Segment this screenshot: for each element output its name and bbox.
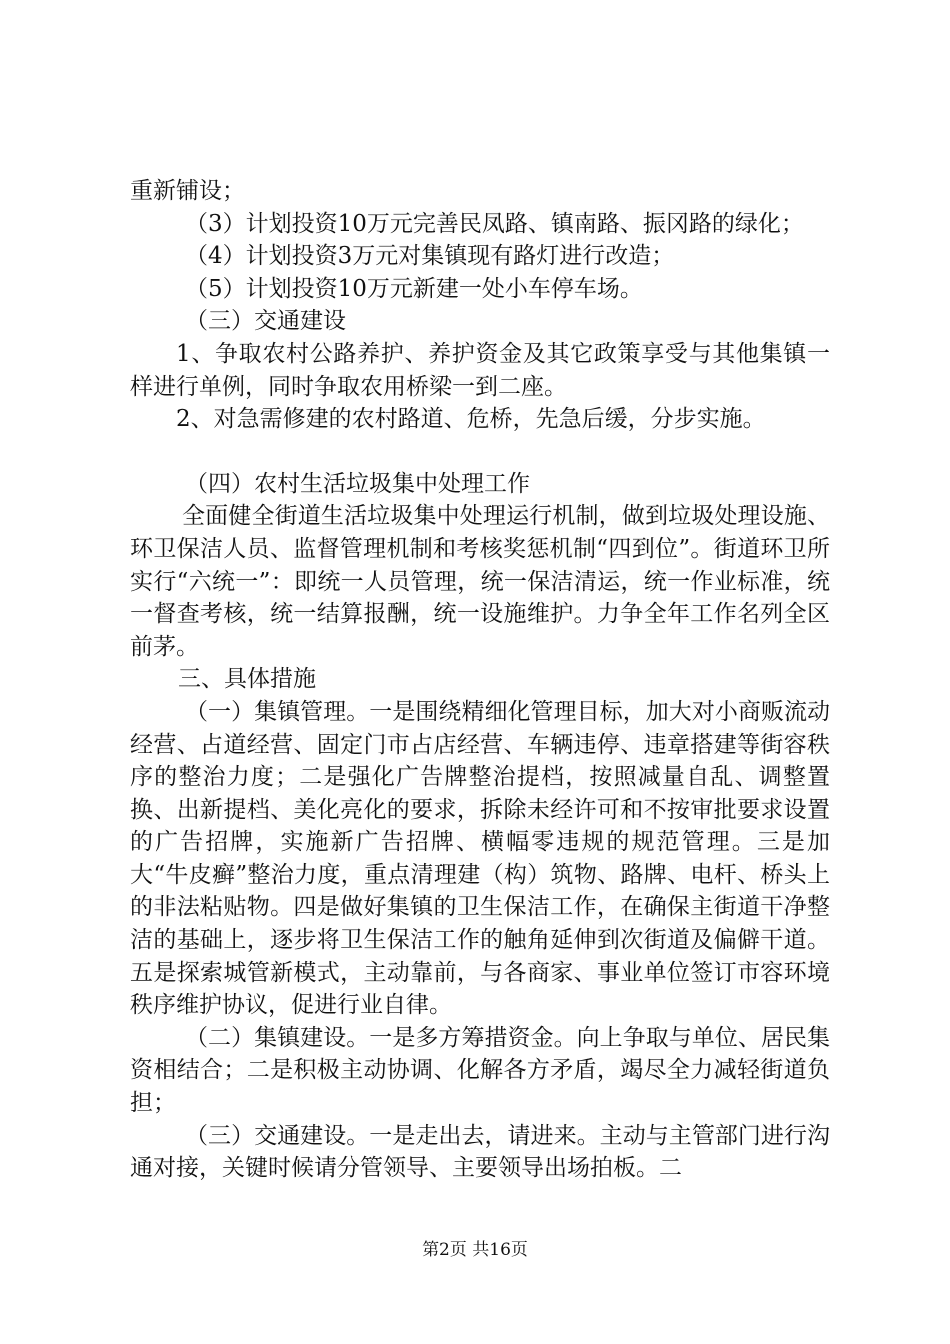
paragraph: 三、具体措施 <box>178 666 316 693</box>
paragraph: 2、对急需修建的农村路道、危桥，先急后缓，分步实施。 <box>176 406 766 433</box>
paragraph: （4）计划投资3万元对集镇现有路灯进行改造； <box>185 243 675 270</box>
paragraph: 1、争取农村公路养护、养护资金及其它政策享受与其他集镇一样进行单例，同时争取农用桥梁一到二座。 <box>130 340 830 400</box>
paragraph: （四）农村生活垃圾集中处理工作 <box>185 470 530 497</box>
document-body <box>130 175 830 1185</box>
paragraph: （5）计划投资10万元新建一处小车停车场。 <box>185 275 643 302</box>
paragraph: （3）计划投资10万元完善民凤路、镇南路、振冈路的绿化； <box>185 210 804 237</box>
paragraph: 重新铺设； <box>130 178 245 204</box>
paragraph: （三）交通建设。一是走出去，请进来。主动与主管部门进行沟通对接，关键时候请分管领导、主要领导出场拍板。二 <box>130 1122 830 1182</box>
paragraph: （一）集镇管理。一是围绕精细化管理目标，加大对小商贩流动经营、占道经营、固定门市占店经营、车辆违停、违章搭建等街容秩序的整治力度；二是强化广告牌整治提档，按照减量自乱、调整置换、出新提档、美化亮化的要求，拆除未经许可和不按审批要求设置的广告招牌，实施新广告招牌、横幅零违规的规范管理。三是加大“牛皮癣”整治力度，重点清理建（构）筑物、路牌、电杆、桥头上的非法粘贴物。四是做好集镇的卫生保洁工作，在确保主街道干净整洁的基础上，逐步将卫生保洁工作的触角延伸到次街道及偏僻干道。五是探索城管新模式，主动靠前，与各商家、事业单位签订市容环境秩序维护协议，促进行业自律。 <box>130 698 830 1019</box>
paragraph: 全面健全街道生活垃圾集中处理运行机制，做到垃圾处理设施、环卫保洁人员、监督管理机制和考核奖惩机制“四到位”。街道环卫所实行“六统一”：即统一人员管理，统一保洁清运，统一作业标准，统一督查考核，统一结算报酬，统一设施维护。力争全年工作名列全区前茅。 <box>130 503 830 660</box>
page-footer: 第2页 共16页 <box>422 1240 528 1260</box>
paragraph: （二）集镇建设。一是多方筹措资金。向上争取与单位、居民集资相结合；二是积极主动协调、化解各方矛盾，竭尽全力减轻街道负担； <box>130 1024 830 1117</box>
paragraph: （三）交通建设 <box>185 308 346 335</box>
